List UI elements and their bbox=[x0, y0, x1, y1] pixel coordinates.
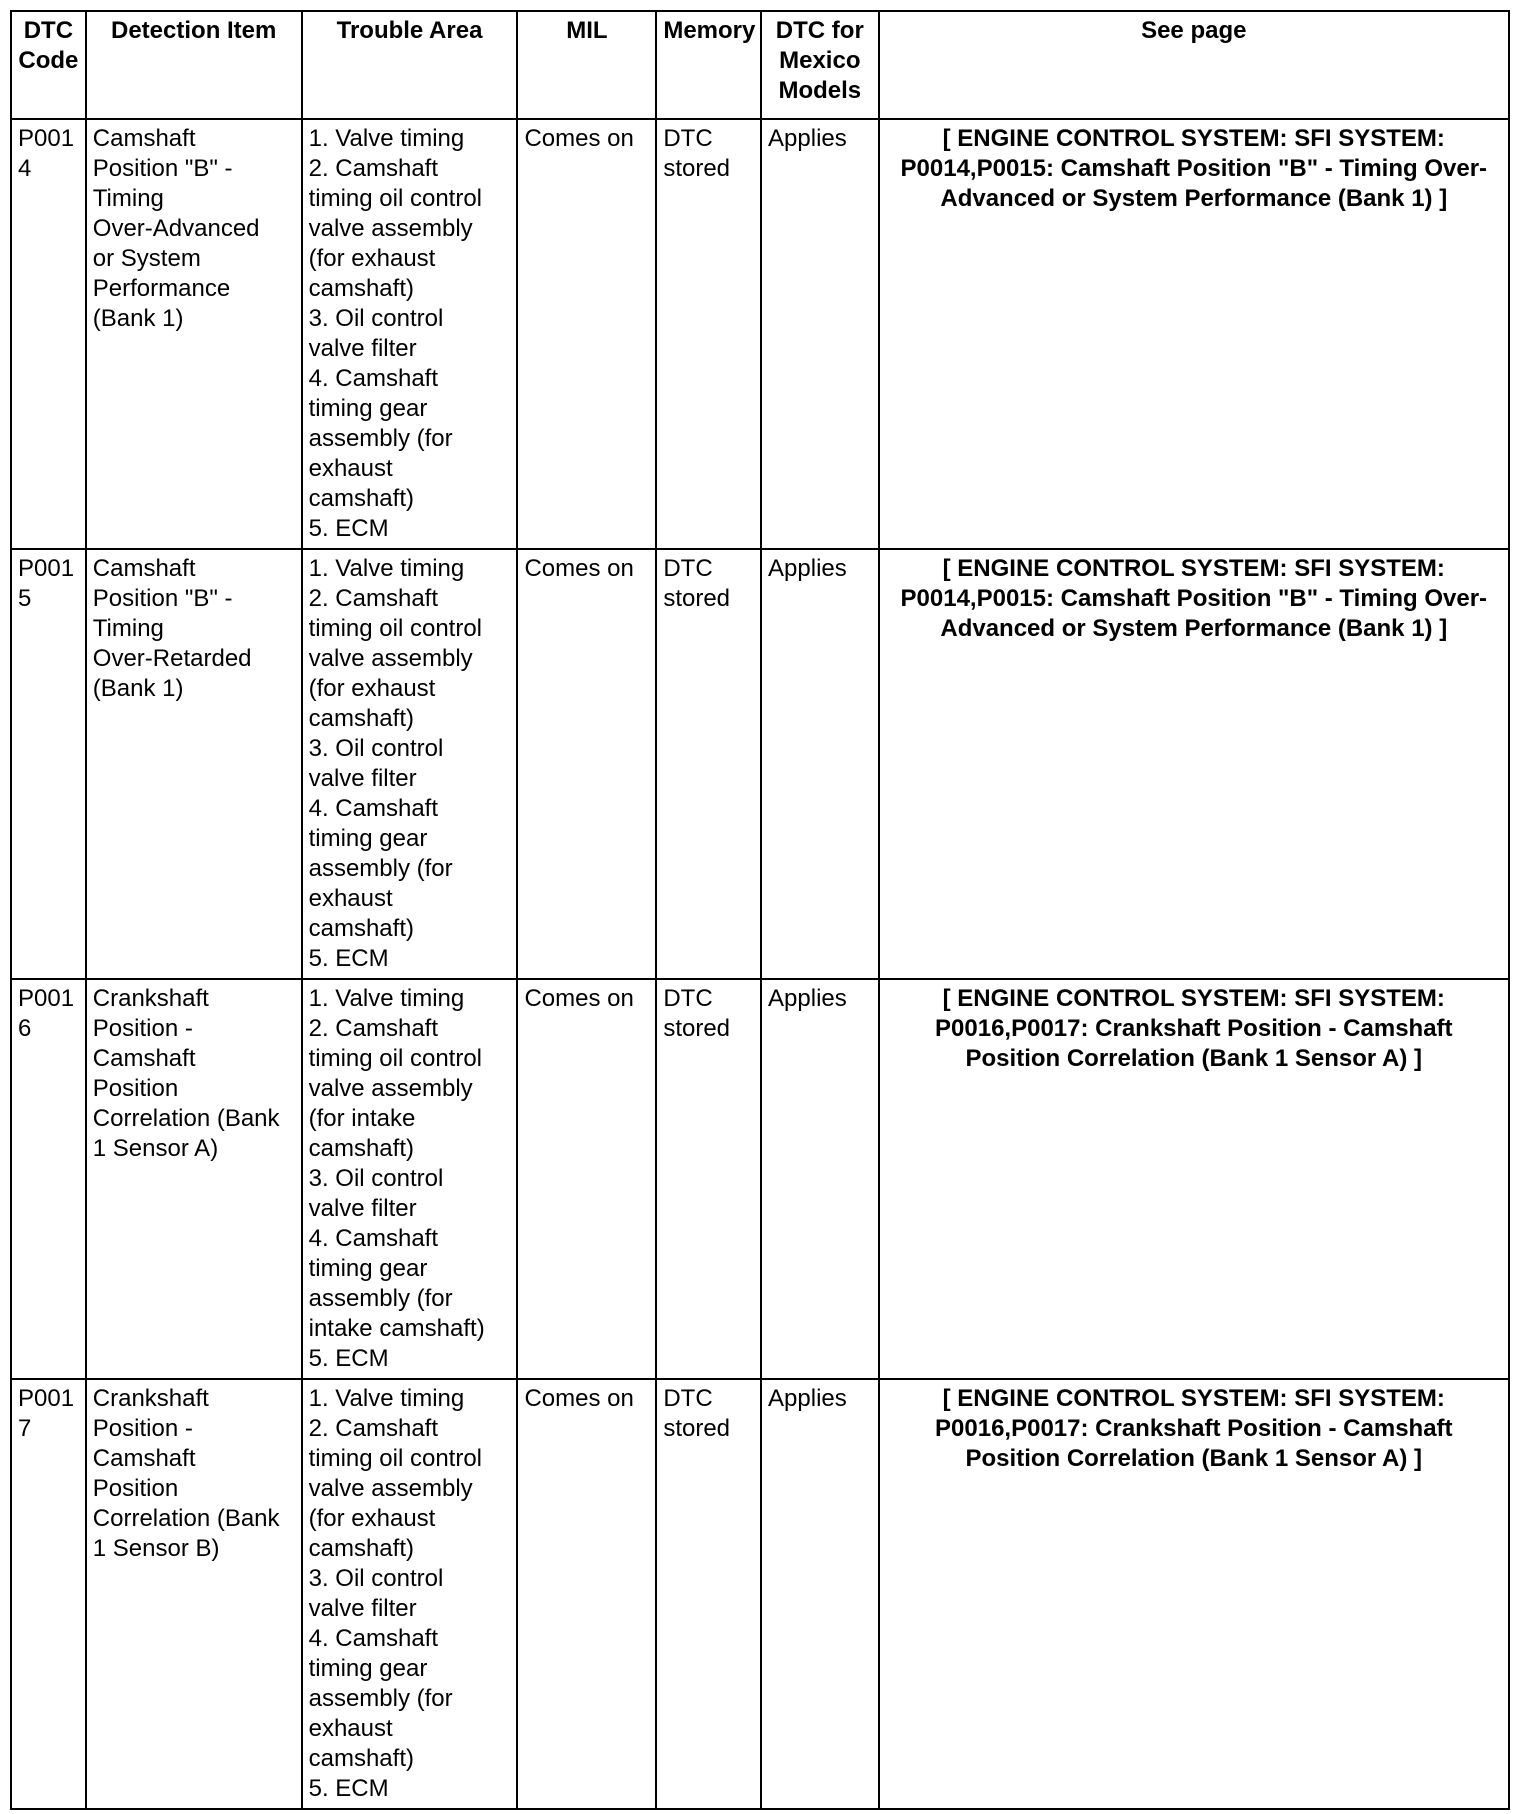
header-trouble-area: Trouble Area bbox=[302, 11, 518, 119]
trouble-area-cell: 1. Valve timing 2. Camshaft timing oil control valve assembly (for exhaust camshaft) 3. Oil control valve filter 4. Camshaft timing gear assembly (for exhaust camshaft) 5. ECM bbox=[302, 1379, 518, 1809]
header-row bbox=[11, 11, 1509, 119]
memory-cell: DTC stored bbox=[656, 979, 761, 1379]
see-page-link[interactable]: [ ENGINE CONTROL SYSTEM: SFI SYSTEM: P0014,P0015: Camshaft Position "B" - Timing Over-Advanced or System Performance (Bank 1) ] bbox=[879, 119, 1509, 549]
memory-cell: DTC stored bbox=[656, 119, 761, 549]
dtc-code-cell: P0015 bbox=[11, 549, 86, 979]
detection-item-cell: Crankshaft Position - Camshaft Position Correlation (Bank 1 Sensor B) bbox=[86, 1379, 302, 1809]
memory-cell: DTC stored bbox=[656, 1379, 761, 1809]
header-detection-item: Detection Item bbox=[86, 11, 302, 119]
trouble-area-cell: 1. Valve timing 2. Camshaft timing oil control valve assembly (for intake camshaft) 3. Oil control valve filter 4. Camshaft timing gear assembly (for intake camshaft) 5. ECM bbox=[302, 979, 518, 1379]
mil-cell: Comes on bbox=[517, 1379, 656, 1809]
trouble-area-cell: 1. Valve timing 2. Camshaft timing oil control valve assembly (for exhaust camshaft) 3. Oil control valve filter 4. Camshaft timing gear assembly (for exhaust camshaft) 5. ECM bbox=[302, 119, 518, 549]
mil-cell: Comes on bbox=[517, 979, 656, 1379]
header-memory: Memory bbox=[656, 11, 761, 119]
dtc-code-cell: P0016 bbox=[11, 979, 86, 1379]
table-header bbox=[11, 11, 1509, 119]
table-row bbox=[11, 1379, 1509, 1809]
see-page-link[interactable]: [ ENGINE CONTROL SYSTEM: SFI SYSTEM: P0016,P0017: Crankshaft Position - Camshaft Position Correlation (Bank 1 Sensor A) ] bbox=[879, 979, 1509, 1379]
mexico-models-cell: Applies bbox=[761, 119, 879, 549]
see-page-link[interactable]: [ ENGINE CONTROL SYSTEM: SFI SYSTEM: P0016,P0017: Crankshaft Position - Camshaft Position Correlation (Bank 1 Sensor A) ] bbox=[879, 1379, 1509, 1809]
memory-cell: DTC stored bbox=[656, 549, 761, 979]
dtc-code-cell: P0017 bbox=[11, 1379, 86, 1809]
mil-cell: Comes on bbox=[517, 119, 656, 549]
detection-item-cell: Camshaft Position "B" - Timing Over-Retarded (Bank 1) bbox=[86, 549, 302, 979]
mexico-models-cell: Applies bbox=[761, 549, 879, 979]
mexico-models-cell: Applies bbox=[761, 979, 879, 1379]
mexico-models-cell: Applies bbox=[761, 1379, 879, 1809]
table-row bbox=[11, 979, 1509, 1379]
header-mexico-models: DTC for Mexico Models bbox=[761, 11, 879, 119]
header-mil: MIL bbox=[517, 11, 656, 119]
table-body bbox=[11, 119, 1509, 1809]
header-dtc-code: DTC Code bbox=[11, 11, 86, 119]
detection-item-cell: Crankshaft Position - Camshaft Position Correlation (Bank 1 Sensor A) bbox=[86, 979, 302, 1379]
trouble-area-cell: 1. Valve timing 2. Camshaft timing oil control valve assembly (for exhaust camshaft) 3. Oil control valve filter 4. Camshaft timing gear assembly (for exhaust camshaft) 5. ECM bbox=[302, 549, 518, 979]
dtc-table bbox=[10, 10, 1510, 1810]
see-page-link[interactable]: [ ENGINE CONTROL SYSTEM: SFI SYSTEM: P0014,P0015: Camshaft Position "B" - Timing Over-Advanced or System Performance (Bank 1) ] bbox=[879, 549, 1509, 979]
header-see-page: See page bbox=[879, 11, 1509, 119]
table-row bbox=[11, 119, 1509, 549]
mil-cell: Comes on bbox=[517, 549, 656, 979]
table-row bbox=[11, 549, 1509, 979]
dtc-code-cell: P0014 bbox=[11, 119, 86, 549]
detection-item-cell: Camshaft Position "B" - Timing Over-Advanced or System Performance (Bank 1) bbox=[86, 119, 302, 549]
